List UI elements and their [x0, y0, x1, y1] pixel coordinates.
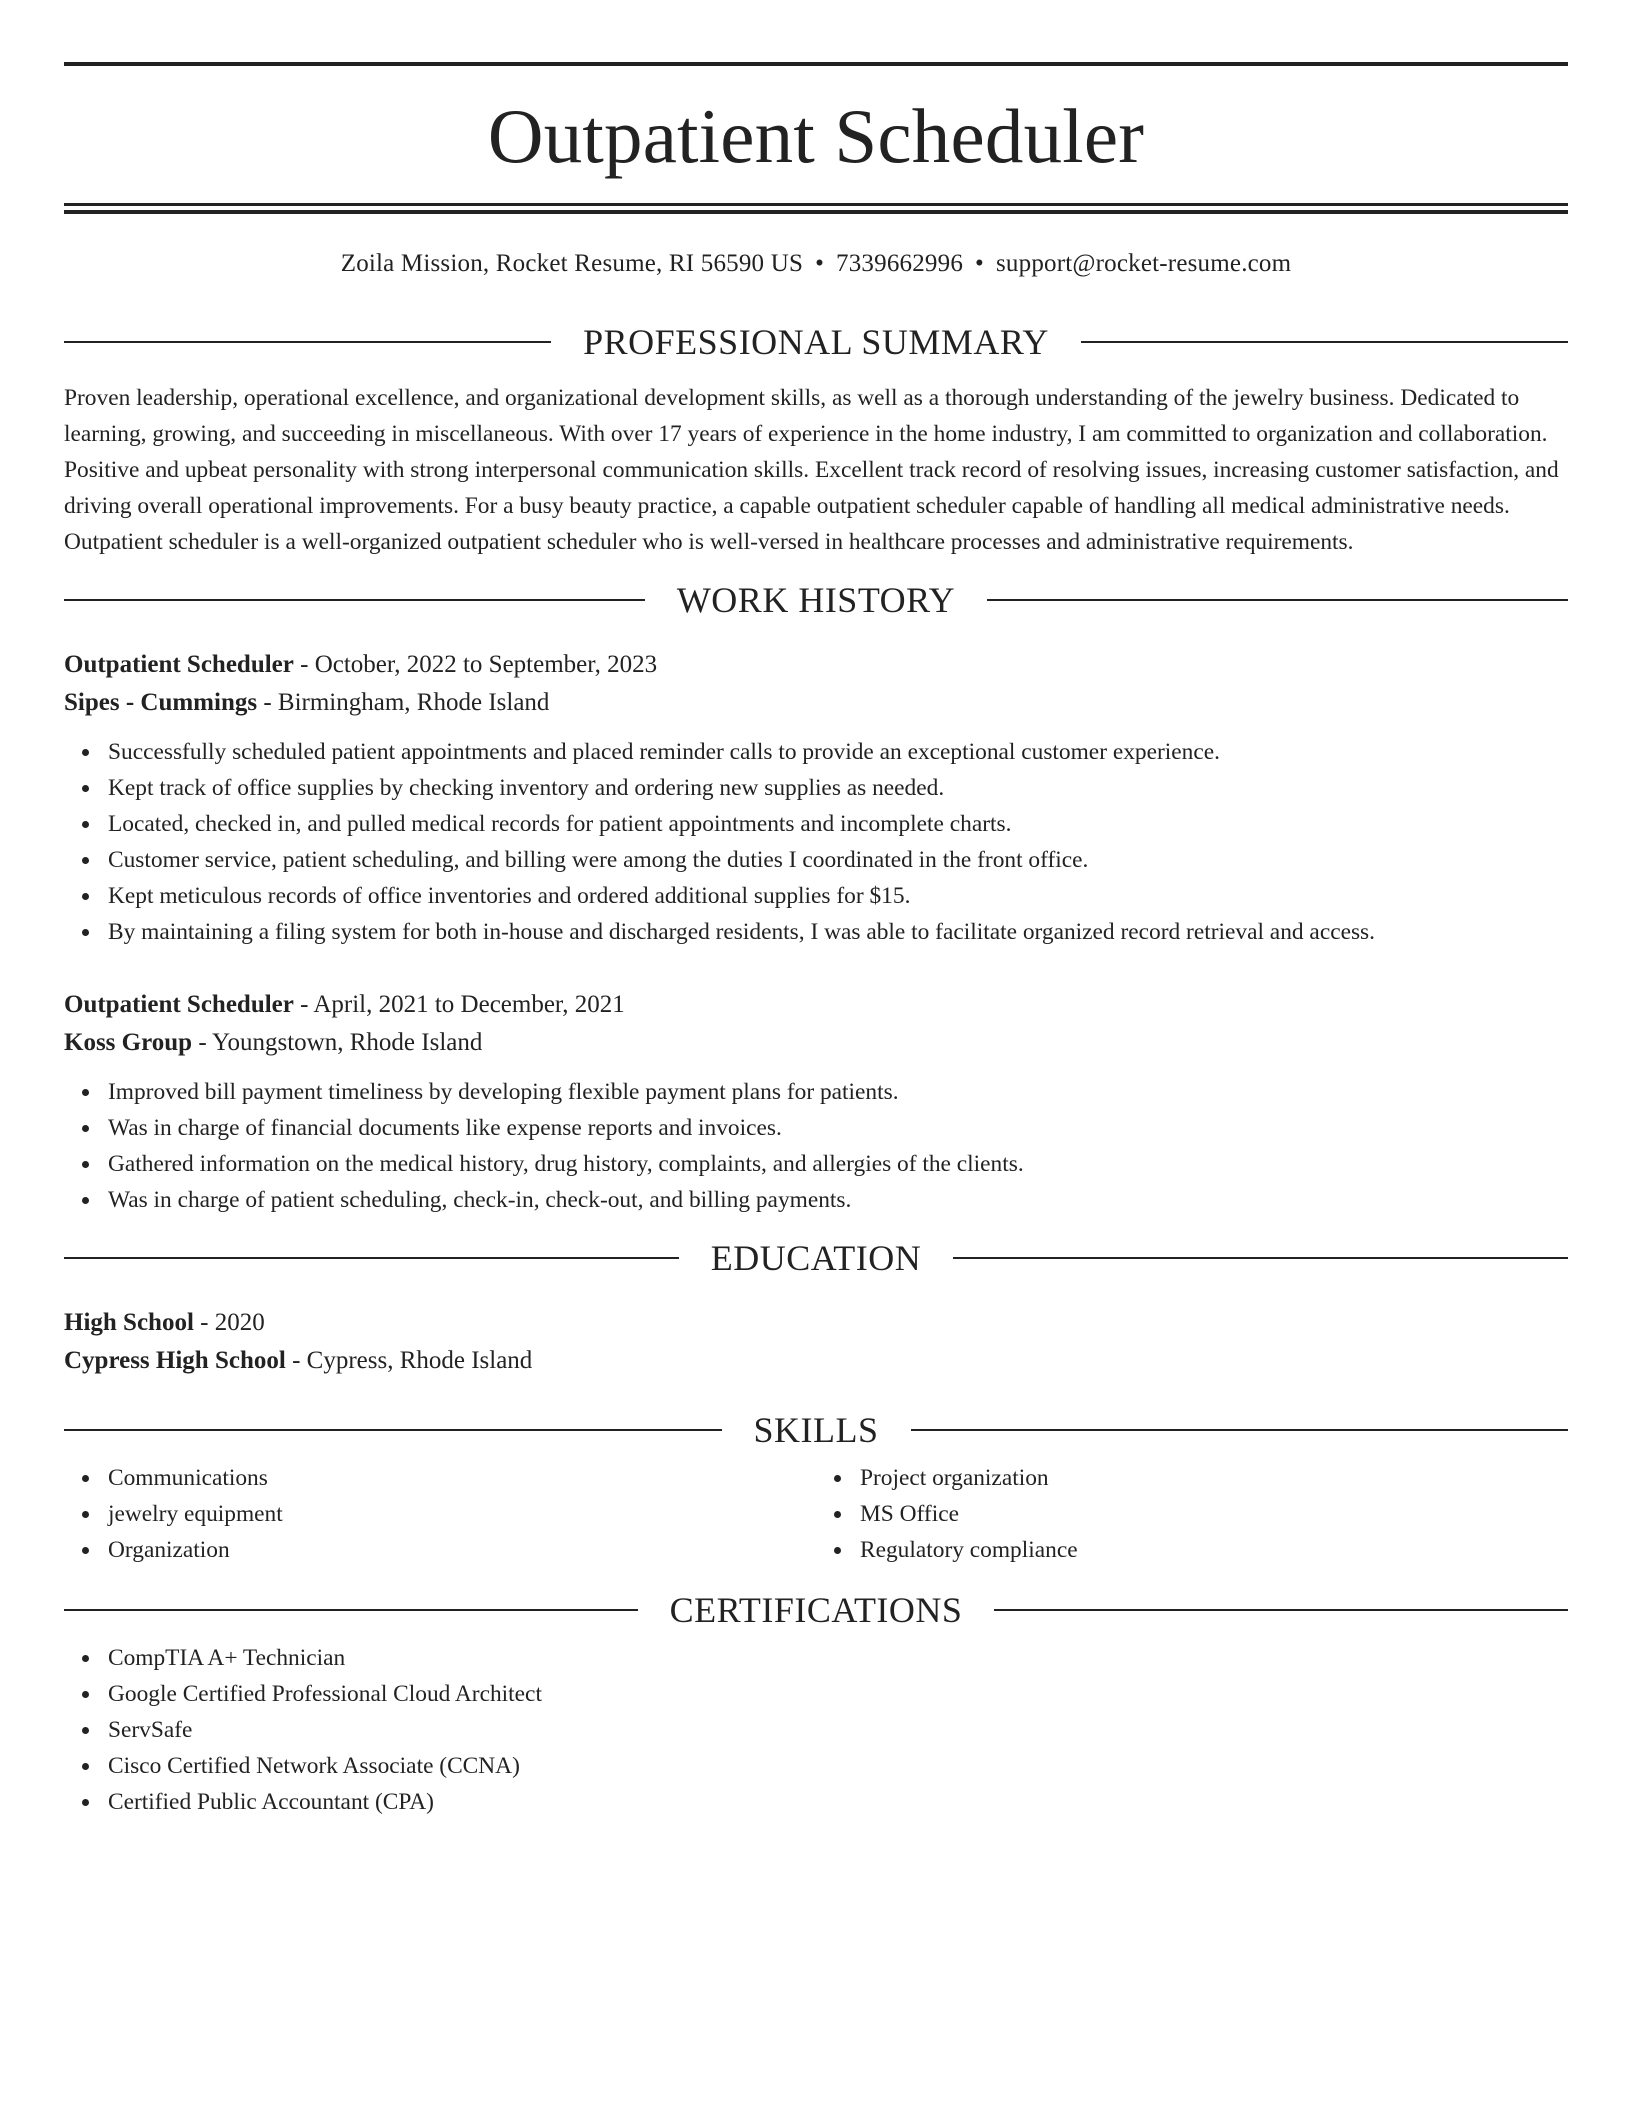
list-item: Cisco Certified Network Associate (CCNA): [108, 1748, 1568, 1784]
heading-rule-left: [64, 599, 645, 601]
list-item: Customer service, patient scheduling, and billing were among the duties I coordinated in the front office.: [108, 842, 1568, 878]
summary-heading: PROFESSIONAL SUMMARY: [583, 322, 1049, 362]
job-dates: - October, 2022 to September, 2023: [293, 651, 658, 678]
job-entry: [64, 646, 1568, 950]
job-company-line: [64, 1024, 1568, 1062]
list-item: Was in charge of financial documents like expense reports and invoices.: [108, 1110, 1568, 1146]
certifications-section-heading: [64, 1592, 1568, 1628]
education-school: Cypress High School: [64, 1347, 286, 1374]
heading-rule-right: [953, 1257, 1568, 1259]
certifications-heading: CERTIFICATIONS: [669, 1590, 963, 1630]
contact-separator: •: [815, 250, 825, 277]
job-bullet-list: [64, 734, 1568, 950]
list-item: Located, checked in, and pulled medical records for patient appointments and incomplete charts.: [108, 806, 1568, 842]
job-title-line: [64, 986, 1568, 1024]
summary-section-heading: [64, 324, 1568, 360]
list-item: MS Office: [860, 1496, 1568, 1532]
job-company: Koss Group: [64, 1029, 193, 1056]
list-item: Communications: [108, 1460, 816, 1496]
work-heading: WORK HISTORY: [676, 580, 956, 620]
title-double-rule: [64, 203, 1568, 214]
list-item: By maintaining a filing system for both in-house and discharged residents, I was able to facilitate organized record retrieval and access.: [108, 914, 1568, 950]
top-rule: [64, 62, 1568, 66]
heading-rule-left: [64, 341, 551, 343]
job-company: Sipes - Cummings: [64, 689, 258, 716]
heading-rule-right: [994, 1609, 1568, 1611]
education-heading: EDUCATION: [710, 1238, 922, 1278]
list-item: Kept track of office supplies by checking inventory and ordering new supplies as needed.: [108, 770, 1568, 806]
job-title-line: [64, 646, 1568, 684]
work-section-heading: [64, 582, 1568, 618]
list-item: Certified Public Accountant (CPA): [108, 1784, 1568, 1820]
heading-rule-left: [64, 1257, 679, 1259]
heading-rule-left: [64, 1609, 638, 1611]
list-item: CompTIA A+ Technician: [108, 1640, 1568, 1676]
job-entry: [64, 986, 1568, 1218]
list-item: ServSafe: [108, 1712, 1568, 1748]
skills-list-right: [816, 1460, 1568, 1568]
job-company-line: [64, 684, 1568, 722]
list-item: Gathered information on the medical history, drug history, complaints, and allergies of the clients.: [108, 1146, 1568, 1182]
job-dates: - April, 2021 to December, 2021: [293, 991, 625, 1018]
education-location: - Cypress, Rhode Island: [285, 1347, 533, 1374]
education-section-heading: [64, 1240, 1568, 1276]
list-item: Regulatory compliance: [860, 1532, 1568, 1568]
resume-title: Outpatient Scheduler: [487, 93, 1145, 179]
contact-email: support@rocket-resume.com: [995, 250, 1292, 277]
list-item: Kept meticulous records of office inventories and ordered additional supplies for $15.: [108, 878, 1568, 914]
skills-heading: SKILLS: [753, 1410, 879, 1450]
professional-summary: Proven leadership, operational excellence, and organizational development skills, as well as a thorough understanding of the jewelry business. Dedicated to learning, growing, and succeeding in miscellaneous. With over 17 years of experience in the home industry, I am committed to organization and collaboration. Positive and upbeat personality with strong interpersonal communication skills. Excellent track record of resolving issues, increasing customer satisfaction, and driving overall operational improvements. For a busy beauty practice, a capable outpatient scheduler capable of handling all medical administrative needs. Outpatient scheduler is a well-organized outpatient scheduler who is well-versed in healthcare processes and administrative requirements.: [64, 385, 1559, 555]
certifications-list: [64, 1640, 1568, 1820]
job-title: Outpatient Scheduler: [64, 651, 294, 678]
contact-separator: •: [975, 250, 984, 277]
skills-section-heading: [64, 1412, 1568, 1448]
education-degree: High School: [64, 1309, 194, 1336]
list-item: Google Certified Professional Cloud Architect: [108, 1676, 1568, 1712]
education-year: - 2020: [193, 1309, 265, 1336]
skills-grid: [64, 1460, 1568, 1568]
job-bullet-list: [64, 1074, 1568, 1218]
contact-address: Zoila Mission, Rocket Resume, RI 56590 US: [340, 250, 804, 277]
heading-rule-left: [64, 1429, 722, 1431]
job-title: Outpatient Scheduler: [64, 991, 294, 1018]
list-item: Organization: [108, 1532, 816, 1568]
job-location: - Youngstown, Rhode Island: [192, 1029, 483, 1056]
list-item: Successfully scheduled patient appointments and placed reminder calls to provide an exceptional customer experience.: [108, 734, 1568, 770]
job-location: - Birmingham, Rhode Island: [257, 689, 550, 716]
heading-rule-right: [987, 599, 1568, 601]
skills-list-left: [64, 1460, 816, 1568]
list-item: jewelry equipment: [108, 1496, 816, 1532]
list-item: Project organization: [860, 1460, 1568, 1496]
education-school-line: [64, 1342, 1568, 1380]
contact-phone: 7339662996: [836, 250, 964, 277]
education-degree-line: [64, 1304, 1568, 1342]
list-item: Improved bill payment timeliness by developing flexible payment plans for patients.: [108, 1074, 1568, 1110]
education-entry: [64, 1304, 1568, 1380]
contact-line: [64, 250, 1568, 278]
heading-rule-right: [911, 1429, 1569, 1431]
list-item: Was in charge of patient scheduling, check-in, check-out, and billing payments.: [108, 1182, 1568, 1218]
heading-rule-right: [1081, 341, 1568, 343]
